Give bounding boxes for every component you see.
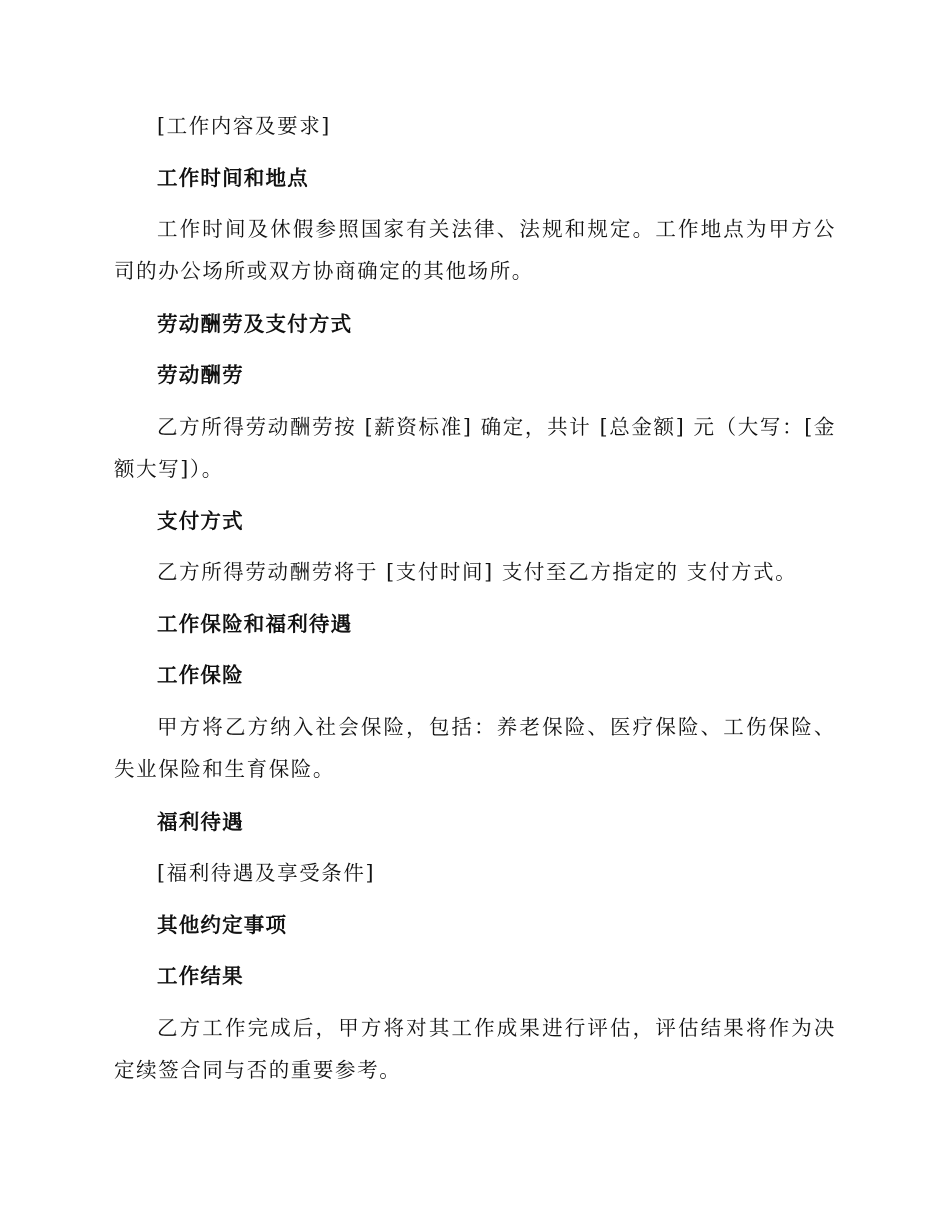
heading-payment-method: 支付方式 bbox=[157, 509, 244, 533]
heading-insurance: 工作保险 bbox=[157, 663, 244, 687]
paragraph-work-time-location: 工作时间及休假参照国家有关法律、法规和规定。工作地点为甲方公司的办公场所或双方协商确定的其他场所。 bbox=[114, 217, 836, 283]
heading-remuneration: 劳动酬劳 bbox=[157, 363, 244, 387]
paragraph-work-result: 乙方工作完成后，甲方将对其工作成果进行评估，评估结果将作为决定续签合同与否的重要参考。 bbox=[114, 1016, 836, 1082]
paragraph-benefits: [福利待遇及享受条件] bbox=[157, 861, 376, 885]
heading-insurance-benefits: 工作保险和福利待遇 bbox=[157, 612, 353, 636]
heading-work-time-location: 工作时间和地点 bbox=[157, 166, 309, 190]
heading-work-result: 工作结果 bbox=[157, 964, 244, 988]
heading-benefits: 福利待遇 bbox=[157, 810, 244, 834]
paragraph-payment-method: 乙方所得劳动酬劳将于 [支付时间] 支付至乙方指定的 支付方式。 bbox=[157, 560, 798, 584]
paragraph-work-content: [工作内容及要求] bbox=[157, 114, 331, 138]
heading-remuneration-payment: 劳动酬劳及支付方式 bbox=[157, 312, 353, 336]
paragraph-remuneration: 乙方所得劳动酬劳按 [薪资标准] 确定，共计 [总金额] 元（大写：[金额大写]）。 bbox=[114, 415, 836, 481]
heading-other-terms: 其他约定事项 bbox=[157, 913, 288, 937]
paragraph-insurance: 甲方将乙方纳入社会保险，包括：养老保险、医疗保险、工伤保险、失业保险和生育保险。 bbox=[114, 715, 836, 781]
